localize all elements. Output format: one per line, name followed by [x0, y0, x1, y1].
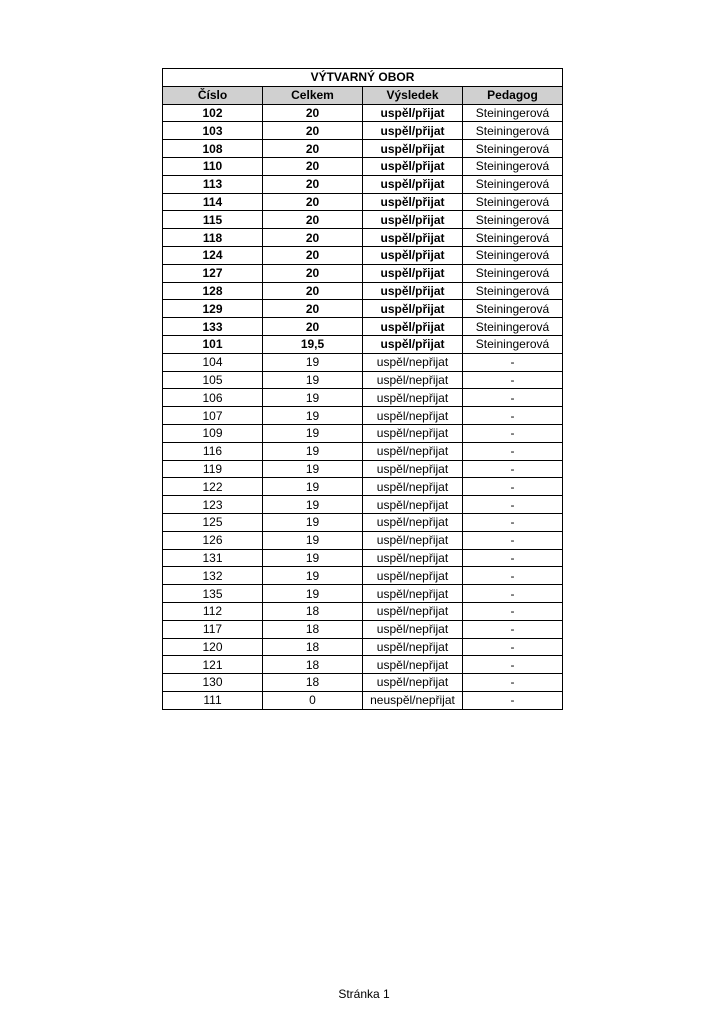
cell-cislo: 116 [163, 442, 263, 460]
cell-celkem: 19 [263, 585, 363, 603]
cell-cislo: 107 [163, 407, 263, 425]
cell-cislo: 128 [163, 282, 263, 300]
cell-vysledek: uspěl/nepřijat [363, 549, 463, 567]
cell-vysledek: uspěl/přijat [363, 157, 463, 175]
cell-cislo: 102 [163, 104, 263, 122]
cell-pedagog: - [463, 549, 563, 567]
cell-pedagog: Steiningerová [463, 229, 563, 247]
cell-celkem: 20 [263, 175, 363, 193]
cell-cislo: 118 [163, 229, 263, 247]
cell-vysledek: uspěl/přijat [363, 104, 463, 122]
cell-cislo: 129 [163, 300, 263, 318]
cell-cislo: 131 [163, 549, 263, 567]
cell-cislo: 114 [163, 193, 263, 211]
column-header-celkem: Celkem [263, 86, 363, 104]
table-row [163, 104, 563, 122]
cell-vysledek: uspěl/přijat [363, 246, 463, 264]
cell-cislo: 104 [163, 353, 263, 371]
cell-celkem: 18 [263, 656, 363, 674]
cell-cislo: 125 [163, 513, 263, 531]
cell-celkem: 18 [263, 602, 363, 620]
cell-cislo: 130 [163, 674, 263, 692]
cell-pedagog: Steiningerová [463, 140, 563, 158]
table-row [163, 264, 563, 282]
table-row [163, 246, 563, 264]
cell-celkem: 18 [263, 638, 363, 656]
cell-vysledek: uspěl/přijat [363, 335, 463, 353]
column-header-pedagog: Pedagog [463, 86, 563, 104]
cell-celkem: 19 [263, 567, 363, 585]
table-row [163, 585, 563, 603]
cell-vysledek: uspěl/nepřijat [363, 585, 463, 603]
cell-pedagog: Steiningerová [463, 157, 563, 175]
table-row [163, 353, 563, 371]
table-row [163, 229, 563, 247]
cell-pedagog: Steiningerová [463, 246, 563, 264]
cell-celkem: 19 [263, 531, 363, 549]
cell-cislo: 112 [163, 602, 263, 620]
cell-cislo: 119 [163, 460, 263, 478]
cell-pedagog: Steiningerová [463, 104, 563, 122]
cell-vysledek: uspěl/přijat [363, 175, 463, 193]
cell-pedagog: Steiningerová [463, 175, 563, 193]
table-row [163, 318, 563, 336]
cell-pedagog: - [463, 585, 563, 603]
table-row [163, 389, 563, 407]
table-row [163, 140, 563, 158]
cell-cislo: 106 [163, 389, 263, 407]
table-row [163, 407, 563, 425]
cell-vysledek: uspěl/nepřijat [363, 531, 463, 549]
table-row [163, 282, 563, 300]
cell-celkem: 19 [263, 442, 363, 460]
cell-vysledek: uspěl/přijat [363, 300, 463, 318]
cell-vysledek: uspěl/nepřijat [363, 353, 463, 371]
cell-cislo: 103 [163, 122, 263, 140]
cell-vysledek: uspěl/nepřijat [363, 442, 463, 460]
table-row [163, 638, 563, 656]
cell-vysledek: uspěl/přijat [363, 211, 463, 229]
cell-celkem: 20 [263, 104, 363, 122]
table-row [163, 478, 563, 496]
cell-cislo: 123 [163, 496, 263, 514]
cell-celkem: 19 [263, 478, 363, 496]
cell-celkem: 20 [263, 211, 363, 229]
cell-pedagog: Steiningerová [463, 193, 563, 211]
cell-cislo: 122 [163, 478, 263, 496]
cell-cislo: 113 [163, 175, 263, 193]
cell-celkem: 20 [263, 318, 363, 336]
cell-cislo: 108 [163, 140, 263, 158]
cell-pedagog: Steiningerová [463, 282, 563, 300]
cell-pedagog: Steiningerová [463, 318, 563, 336]
cell-pedagog: - [463, 531, 563, 549]
cell-vysledek: neuspěl/nepřijat [363, 691, 463, 709]
table-row [163, 549, 563, 567]
cell-pedagog: Steiningerová [463, 300, 563, 318]
cell-celkem: 19 [263, 513, 363, 531]
cell-cislo: 132 [163, 567, 263, 585]
cell-celkem: 18 [263, 620, 363, 638]
cell-vysledek: uspěl/nepřijat [363, 407, 463, 425]
cell-celkem: 20 [263, 193, 363, 211]
cell-cislo: 135 [163, 585, 263, 603]
cell-celkem: 19,5 [263, 335, 363, 353]
cell-vysledek: uspěl/nepřijat [363, 424, 463, 442]
cell-celkem: 20 [263, 246, 363, 264]
cell-celkem: 20 [263, 300, 363, 318]
cell-vysledek: uspěl/přijat [363, 193, 463, 211]
cell-celkem: 20 [263, 282, 363, 300]
table-row [163, 674, 563, 692]
cell-cislo: 124 [163, 246, 263, 264]
cell-celkem: 19 [263, 353, 363, 371]
cell-pedagog: - [463, 602, 563, 620]
cell-cislo: 126 [163, 531, 263, 549]
table-row [163, 193, 563, 211]
cell-pedagog: Steiningerová [463, 335, 563, 353]
table-row [163, 122, 563, 140]
table-row [163, 157, 563, 175]
cell-cislo: 111 [163, 691, 263, 709]
cell-vysledek: uspěl/přijat [363, 140, 463, 158]
table-row [163, 335, 563, 353]
header-row [163, 86, 563, 104]
results-table [162, 68, 563, 710]
cell-cislo: 120 [163, 638, 263, 656]
cell-pedagog: - [463, 656, 563, 674]
page-number: Stránka 1 [338, 987, 390, 1001]
cell-celkem: 20 [263, 140, 363, 158]
cell-celkem: 20 [263, 264, 363, 282]
cell-pedagog: - [463, 496, 563, 514]
cell-vysledek: uspěl/nepřijat [363, 496, 463, 514]
cell-celkem: 19 [263, 496, 363, 514]
cell-vysledek: uspěl/nepřijat [363, 674, 463, 692]
cell-cislo: 121 [163, 656, 263, 674]
table-body [163, 104, 563, 709]
cell-pedagog: - [463, 513, 563, 531]
cell-celkem: 20 [263, 157, 363, 175]
cell-vysledek: uspěl/nepřijat [363, 620, 463, 638]
cell-pedagog: - [463, 424, 563, 442]
cell-pedagog: - [463, 691, 563, 709]
cell-vysledek: uspěl/přijat [363, 282, 463, 300]
table-row [163, 175, 563, 193]
table-row [163, 531, 563, 549]
column-header-vysledek: Výsledek [363, 86, 463, 104]
cell-celkem: 0 [263, 691, 363, 709]
cell-vysledek: uspěl/přijat [363, 229, 463, 247]
cell-pedagog: - [463, 638, 563, 656]
cell-vysledek: uspěl/nepřijat [363, 567, 463, 585]
cell-vysledek: uspěl/přijat [363, 264, 463, 282]
cell-vysledek: uspěl/nepřijat [363, 602, 463, 620]
cell-cislo: 109 [163, 424, 263, 442]
cell-cislo: 110 [163, 157, 263, 175]
cell-pedagog: Steiningerová [463, 264, 563, 282]
cell-pedagog: - [463, 407, 563, 425]
cell-celkem: 19 [263, 389, 363, 407]
column-header-cislo: Číslo [163, 86, 263, 104]
table-title: VÝTVARNÝ OBOR [163, 69, 563, 87]
cell-celkem: 19 [263, 371, 363, 389]
cell-vysledek: uspěl/nepřijat [363, 478, 463, 496]
table-row [163, 442, 563, 460]
table-row [163, 602, 563, 620]
cell-pedagog: Steiningerová [463, 211, 563, 229]
table-row [163, 371, 563, 389]
cell-celkem: 19 [263, 460, 363, 478]
table-row [163, 460, 563, 478]
cell-vysledek: uspěl/nepřijat [363, 638, 463, 656]
cell-vysledek: uspěl/nepřijat [363, 371, 463, 389]
cell-pedagog: Steiningerová [463, 122, 563, 140]
cell-pedagog: - [463, 460, 563, 478]
cell-cislo: 115 [163, 211, 263, 229]
table-row [163, 567, 563, 585]
table-row [163, 513, 563, 531]
table-row [163, 496, 563, 514]
cell-vysledek: uspěl/nepřijat [363, 513, 463, 531]
table-row [163, 620, 563, 638]
cell-pedagog: - [463, 567, 563, 585]
cell-pedagog: - [463, 478, 563, 496]
cell-vysledek: uspěl/nepřijat [363, 389, 463, 407]
cell-pedagog: - [463, 674, 563, 692]
cell-vysledek: uspěl/nepřijat [363, 460, 463, 478]
cell-celkem: 19 [263, 424, 363, 442]
cell-cislo: 127 [163, 264, 263, 282]
cell-pedagog: - [463, 442, 563, 460]
cell-cislo: 101 [163, 335, 263, 353]
cell-celkem: 20 [263, 229, 363, 247]
table-row [163, 424, 563, 442]
table-row [163, 691, 563, 709]
cell-pedagog: - [463, 620, 563, 638]
cell-cislo: 117 [163, 620, 263, 638]
cell-pedagog: - [463, 353, 563, 371]
table-row [163, 211, 563, 229]
table-row [163, 656, 563, 674]
table-row [163, 300, 563, 318]
cell-cislo: 105 [163, 371, 263, 389]
cell-celkem: 19 [263, 407, 363, 425]
cell-vysledek: uspěl/nepřijat [363, 656, 463, 674]
cell-vysledek: uspěl/přijat [363, 318, 463, 336]
cell-celkem: 18 [263, 674, 363, 692]
cell-cislo: 133 [163, 318, 263, 336]
cell-vysledek: uspěl/přijat [363, 122, 463, 140]
cell-celkem: 19 [263, 549, 363, 567]
cell-pedagog: - [463, 389, 563, 407]
cell-celkem: 20 [263, 122, 363, 140]
cell-pedagog: - [463, 371, 563, 389]
